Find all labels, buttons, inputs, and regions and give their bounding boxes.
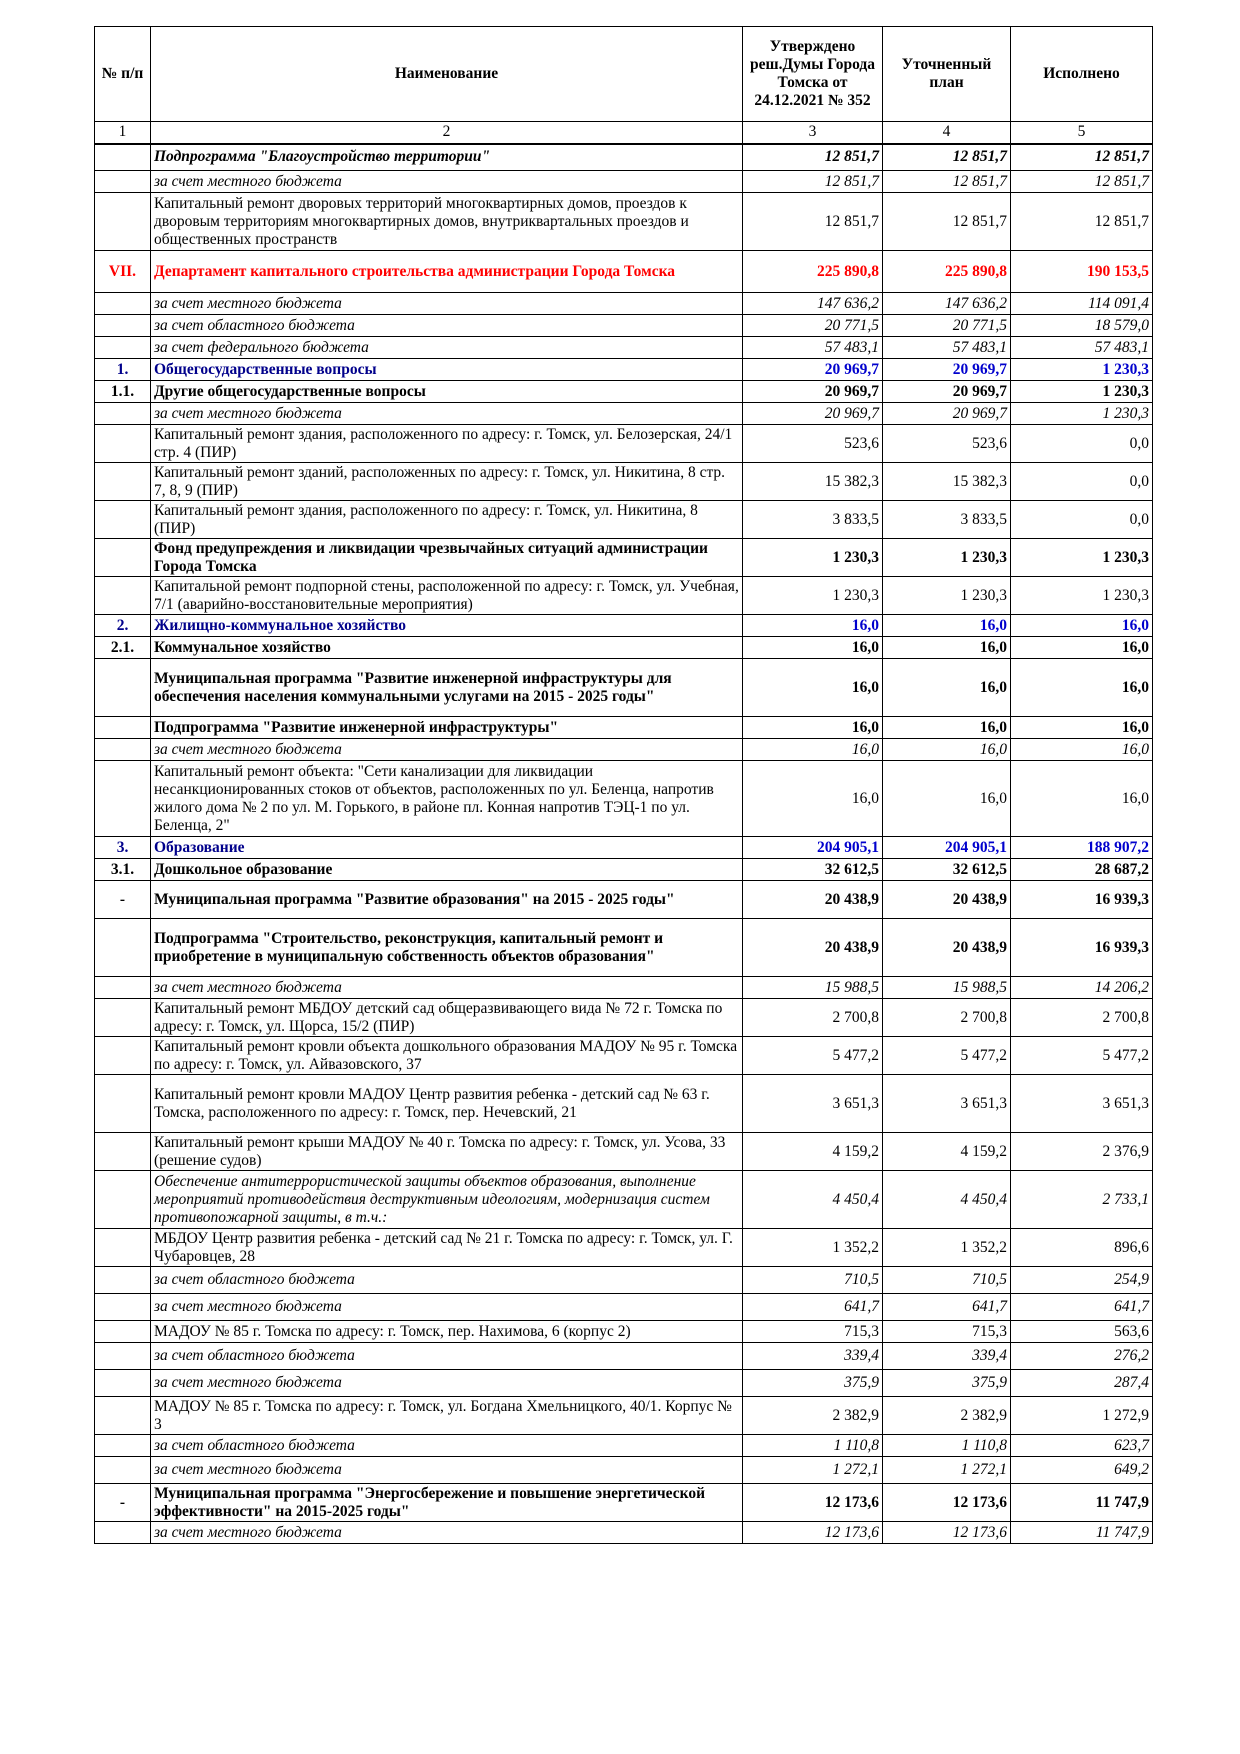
row-refined: 16,0 bbox=[883, 637, 1011, 659]
row-approved: 12 851,7 bbox=[743, 171, 883, 193]
table-row bbox=[95, 659, 1153, 717]
table-row bbox=[95, 171, 1153, 193]
row-refined: 16,0 bbox=[883, 717, 1011, 739]
row-approved: 16,0 bbox=[743, 637, 883, 659]
row-done: 1 272,9 bbox=[1011, 1397, 1153, 1435]
row-done: 1 230,3 bbox=[1011, 577, 1153, 615]
row-approved: 4 450,4 bbox=[743, 1171, 883, 1229]
row-number bbox=[95, 193, 151, 251]
row-refined: 1 230,3 bbox=[883, 539, 1011, 577]
column-number: 2 bbox=[151, 122, 743, 144]
row-number: 2. bbox=[95, 615, 151, 637]
row-name: за счет местного бюджета bbox=[151, 977, 743, 999]
row-done: 276,2 bbox=[1011, 1343, 1153, 1370]
row-done: 57 483,1 bbox=[1011, 337, 1153, 359]
row-done: 641,7 bbox=[1011, 1294, 1153, 1321]
row-refined: 12 851,7 bbox=[883, 193, 1011, 251]
row-approved: 5 477,2 bbox=[743, 1037, 883, 1075]
row-refined: 641,7 bbox=[883, 1294, 1011, 1321]
row-approved: 1 230,3 bbox=[743, 577, 883, 615]
row-name: Подпрограмма "Развитие инженерной инфраструктуры" bbox=[151, 717, 743, 739]
row-refined: 12 851,7 bbox=[883, 171, 1011, 193]
row-name: за счет местного бюджета bbox=[151, 403, 743, 425]
row-number: - bbox=[95, 881, 151, 919]
row-done: 254,9 bbox=[1011, 1267, 1153, 1294]
row-name: Дошкольное образование bbox=[151, 859, 743, 881]
row-refined: 20 771,5 bbox=[883, 315, 1011, 337]
row-done: 11 747,9 bbox=[1011, 1522, 1153, 1544]
row-approved: 339,4 bbox=[743, 1343, 883, 1370]
row-approved: 57 483,1 bbox=[743, 337, 883, 359]
row-number bbox=[95, 293, 151, 315]
row-name: за счет местного бюджета bbox=[151, 171, 743, 193]
row-number bbox=[95, 1229, 151, 1267]
row-number bbox=[95, 1037, 151, 1075]
row-number bbox=[95, 1435, 151, 1457]
row-approved: 3 651,3 bbox=[743, 1075, 883, 1133]
row-done: 18 579,0 bbox=[1011, 315, 1153, 337]
table-row bbox=[95, 837, 1153, 859]
row-done: 16,0 bbox=[1011, 615, 1153, 637]
row-name: Капитальный ремонт здания, расположенного по адресу: г. Томск, ул. Белозерская, 24/1 стр. 4 (ПИР) bbox=[151, 425, 743, 463]
row-done: 2 733,1 bbox=[1011, 1171, 1153, 1229]
table-row bbox=[95, 1075, 1153, 1133]
table-row bbox=[95, 1370, 1153, 1397]
table-row bbox=[95, 761, 1153, 837]
table-row bbox=[95, 251, 1153, 293]
row-name: Подпрограмма "Благоустройство территории" bbox=[151, 144, 743, 171]
row-approved: 2 382,9 bbox=[743, 1397, 883, 1435]
table-row bbox=[95, 501, 1153, 539]
table-row bbox=[95, 881, 1153, 919]
row-number bbox=[95, 1457, 151, 1484]
table-row bbox=[95, 1522, 1153, 1544]
row-name: Капитальный ремонт МБДОУ детский сад общеразвивающего вида № 72 г. Томска по адресу: г. Томск, ул. Щорса, 15/2 (ПИР) bbox=[151, 999, 743, 1037]
row-approved: 375,9 bbox=[743, 1370, 883, 1397]
row-refined: 4 450,4 bbox=[883, 1171, 1011, 1229]
table-row bbox=[95, 1457, 1153, 1484]
row-name: за счет областного бюджета bbox=[151, 1267, 743, 1294]
row-name: за счет областного бюджета bbox=[151, 1343, 743, 1370]
row-approved: 523,6 bbox=[743, 425, 883, 463]
row-done: 0,0 bbox=[1011, 425, 1153, 463]
row-approved: 225 890,8 bbox=[743, 251, 883, 293]
row-approved: 16,0 bbox=[743, 717, 883, 739]
row-approved: 32 612,5 bbox=[743, 859, 883, 881]
row-name: МБДОУ Центр развития ребенка - детский сад № 21 г. Томска по адресу: г. Томск, ул. Г. Чубаровцев, 28 bbox=[151, 1229, 743, 1267]
row-refined: 16,0 bbox=[883, 615, 1011, 637]
row-done: 2 376,9 bbox=[1011, 1133, 1153, 1171]
row-refined: 20 969,7 bbox=[883, 403, 1011, 425]
row-number bbox=[95, 1522, 151, 1544]
row-done: 623,7 bbox=[1011, 1435, 1153, 1457]
table-row bbox=[95, 615, 1153, 637]
row-name: за счет местного бюджета bbox=[151, 1522, 743, 1544]
row-name: Департамент капитального строительства администрации Города Томска bbox=[151, 251, 743, 293]
row-refined: 339,4 bbox=[883, 1343, 1011, 1370]
row-number: 1. bbox=[95, 359, 151, 381]
row-number bbox=[95, 999, 151, 1037]
row-number: - bbox=[95, 1484, 151, 1522]
row-done: 16,0 bbox=[1011, 659, 1153, 717]
row-approved: 1 110,8 bbox=[743, 1435, 883, 1457]
header-refined: Уточненный план bbox=[883, 27, 1011, 122]
row-name: Общегосударственные вопросы bbox=[151, 359, 743, 381]
row-done: 1 230,3 bbox=[1011, 539, 1153, 577]
row-name: за счет местного бюджета bbox=[151, 1370, 743, 1397]
row-number bbox=[95, 1075, 151, 1133]
row-number bbox=[95, 1397, 151, 1435]
row-number bbox=[95, 1321, 151, 1343]
row-done: 12 851,7 bbox=[1011, 144, 1153, 171]
table-row bbox=[95, 1267, 1153, 1294]
table-row bbox=[95, 315, 1153, 337]
row-name: за счет местного бюджета bbox=[151, 293, 743, 315]
row-done: 11 747,9 bbox=[1011, 1484, 1153, 1522]
row-approved: 16,0 bbox=[743, 659, 883, 717]
row-done: 12 851,7 bbox=[1011, 171, 1153, 193]
row-done: 16,0 bbox=[1011, 717, 1153, 739]
row-refined: 2 382,9 bbox=[883, 1397, 1011, 1435]
row-number: 3.1. bbox=[95, 859, 151, 881]
row-approved: 1 272,1 bbox=[743, 1457, 883, 1484]
table-row bbox=[95, 577, 1153, 615]
row-refined: 15 988,5 bbox=[883, 977, 1011, 999]
row-name: Муниципальная программа "Развитие инженерной инфраструктуры для обеспечения населения коммунальными услугами на 2015 - 2025 годы" bbox=[151, 659, 743, 717]
table-row bbox=[95, 1037, 1153, 1075]
row-refined: 20 969,7 bbox=[883, 381, 1011, 403]
row-number bbox=[95, 717, 151, 739]
row-name: Капитальной ремонт подпорной стены, расположенной по адресу: г. Томск, ул. Учебная, 7/1 (аварийно-восстановительные мероприятия) bbox=[151, 577, 743, 615]
row-refined: 20 969,7 bbox=[883, 359, 1011, 381]
row-approved: 12 173,6 bbox=[743, 1522, 883, 1544]
row-refined: 16,0 bbox=[883, 761, 1011, 837]
row-name: МАДОУ № 85 г. Томска по адресу: г. Томск, ул. Богдана Хмельницкого, 40/1. Корпус № 3 bbox=[151, 1397, 743, 1435]
table-row bbox=[95, 1321, 1153, 1343]
column-number: 5 bbox=[1011, 122, 1153, 144]
table-row bbox=[95, 1435, 1153, 1457]
row-refined: 1 110,8 bbox=[883, 1435, 1011, 1457]
row-name: Капитальный ремонт объекта: "Сети канализации для ликвидации несанкционированных стоков от объектов, расположенных по ул. Беленца, напротив жилого дома № 2 по ул. М. Горького, в районе пл. Конная напротив ТЭЦ-1 по ул. Беленца, 2" bbox=[151, 761, 743, 837]
row-number bbox=[95, 425, 151, 463]
row-done: 896,6 bbox=[1011, 1229, 1153, 1267]
row-number bbox=[95, 1294, 151, 1321]
table-row bbox=[95, 293, 1153, 315]
column-number: 4 bbox=[883, 122, 1011, 144]
row-number bbox=[95, 337, 151, 359]
table-row bbox=[95, 999, 1153, 1037]
row-number bbox=[95, 403, 151, 425]
row-approved: 147 636,2 bbox=[743, 293, 883, 315]
row-name: МАДОУ № 85 г. Томска по адресу: г. Томск, пер. Нахимова, 6 (корпус 2) bbox=[151, 1321, 743, 1343]
row-approved: 16,0 bbox=[743, 615, 883, 637]
table-row bbox=[95, 977, 1153, 999]
row-name: Фонд предупреждения и ликвидации чрезвычайных ситуаций администрации Города Томска bbox=[151, 539, 743, 577]
row-number: 3. bbox=[95, 837, 151, 859]
row-refined: 57 483,1 bbox=[883, 337, 1011, 359]
row-done: 12 851,7 bbox=[1011, 193, 1153, 251]
row-number bbox=[95, 659, 151, 717]
row-number bbox=[95, 577, 151, 615]
row-number bbox=[95, 144, 151, 171]
row-name: Коммунальное хозяйство bbox=[151, 637, 743, 659]
row-refined: 32 612,5 bbox=[883, 859, 1011, 881]
row-name: Капитальный ремонт крыши МАДОУ № 40 г. Томска по адресу: г. Томск, ул. Усова, 33 (решение судов) bbox=[151, 1133, 743, 1171]
row-number: 2.1. bbox=[95, 637, 151, 659]
table-row bbox=[95, 1229, 1153, 1267]
row-name: Обеспечение антитеррористической защиты объектов образования, выполнение мероприятий противодействия деструктивным идеологиям, модернизация систем противопожарной защиты, в т.ч.: bbox=[151, 1171, 743, 1229]
row-refined: 12 173,6 bbox=[883, 1522, 1011, 1544]
row-approved: 20 969,7 bbox=[743, 381, 883, 403]
table-row bbox=[95, 337, 1153, 359]
row-done: 287,4 bbox=[1011, 1370, 1153, 1397]
table-row bbox=[95, 1171, 1153, 1229]
row-refined: 12 851,7 bbox=[883, 144, 1011, 171]
row-refined: 147 636,2 bbox=[883, 293, 1011, 315]
row-refined: 1 272,1 bbox=[883, 1457, 1011, 1484]
row-approved: 20 771,5 bbox=[743, 315, 883, 337]
row-done: 16,0 bbox=[1011, 637, 1153, 659]
table-row bbox=[95, 859, 1153, 881]
table-row bbox=[95, 1343, 1153, 1370]
row-approved: 12 851,7 bbox=[743, 193, 883, 251]
row-refined: 1 230,3 bbox=[883, 577, 1011, 615]
row-number bbox=[95, 919, 151, 977]
row-refined: 3 833,5 bbox=[883, 501, 1011, 539]
row-done: 16,0 bbox=[1011, 739, 1153, 761]
row-name: Муниципальная программа "Энергосбережение и повышение энергетической эффективности" на 2015-2025 годы" bbox=[151, 1484, 743, 1522]
row-approved: 16,0 bbox=[743, 739, 883, 761]
row-refined: 3 651,3 bbox=[883, 1075, 1011, 1133]
row-name: Капитальный ремонт дворовых территорий многоквартирных домов, проездов к дворовым территориям многоквартирных домов, внутриквартальных проездов и общественных пространств bbox=[151, 193, 743, 251]
table-row bbox=[95, 1133, 1153, 1171]
row-name: за счет федерального бюджета bbox=[151, 337, 743, 359]
row-refined: 523,6 bbox=[883, 425, 1011, 463]
row-number bbox=[95, 1133, 151, 1171]
row-approved: 4 159,2 bbox=[743, 1133, 883, 1171]
row-approved: 15 988,5 bbox=[743, 977, 883, 999]
row-name: Подпрограмма "Строительство, реконструкция, капитальный ремонт и приобретение в муниципальную собственность объектов образования" bbox=[151, 919, 743, 977]
row-approved: 20 969,7 bbox=[743, 403, 883, 425]
table-row bbox=[95, 1397, 1153, 1435]
row-refined: 204 905,1 bbox=[883, 837, 1011, 859]
row-done: 5 477,2 bbox=[1011, 1037, 1153, 1075]
row-done: 1 230,3 bbox=[1011, 381, 1153, 403]
row-approved: 20 438,9 bbox=[743, 919, 883, 977]
row-number bbox=[95, 1171, 151, 1229]
table-row bbox=[95, 144, 1153, 171]
row-approved: 641,7 bbox=[743, 1294, 883, 1321]
row-refined: 16,0 bbox=[883, 659, 1011, 717]
header-name: Наименование bbox=[151, 27, 743, 122]
row-number bbox=[95, 761, 151, 837]
row-name: Капитальный ремонт здания, расположенного по адресу: г. Томск, ул. Никитина, 8 (ПИР) bbox=[151, 501, 743, 539]
table-row bbox=[95, 193, 1153, 251]
table-row bbox=[95, 463, 1153, 501]
row-name: Капитальный ремонт кровли МАДОУ Центр развития ребенка - детский сад № 63 г. Томска, расположенного по адресу: г. Томск, пер. Нечевский, 21 bbox=[151, 1075, 743, 1133]
table-row bbox=[95, 919, 1153, 977]
row-done: 0,0 bbox=[1011, 501, 1153, 539]
column-number: 1 bbox=[95, 122, 151, 144]
row-approved: 12 851,7 bbox=[743, 144, 883, 171]
table-row bbox=[95, 539, 1153, 577]
row-approved: 20 438,9 bbox=[743, 881, 883, 919]
table-row bbox=[95, 403, 1153, 425]
row-approved: 20 969,7 bbox=[743, 359, 883, 381]
row-name: за счет местного бюджета bbox=[151, 739, 743, 761]
row-approved: 710,5 bbox=[743, 1267, 883, 1294]
table-row bbox=[95, 359, 1153, 381]
row-name: Муниципальная программа "Развитие образования" на 2015 - 2025 годы" bbox=[151, 881, 743, 919]
table-row bbox=[95, 1294, 1153, 1321]
row-name: за счет местного бюджета bbox=[151, 1457, 743, 1484]
row-done: 1 230,3 bbox=[1011, 359, 1153, 381]
header-no: № п/п bbox=[95, 27, 151, 122]
row-number bbox=[95, 463, 151, 501]
table-row bbox=[95, 1484, 1153, 1522]
row-done: 16 939,3 bbox=[1011, 919, 1153, 977]
row-name: Жилищно-коммунальное хозяйство bbox=[151, 615, 743, 637]
budget-table bbox=[94, 26, 1153, 1544]
table-row bbox=[95, 425, 1153, 463]
row-name: Капитальный ремонт зданий, расположенных по адресу: г. Томск, ул. Никитина, 8 стр. 7, 8, 9 (ПИР) bbox=[151, 463, 743, 501]
row-refined: 20 438,9 bbox=[883, 881, 1011, 919]
row-approved: 15 382,3 bbox=[743, 463, 883, 501]
table-row bbox=[95, 717, 1153, 739]
row-name: Другие общегосударственные вопросы bbox=[151, 381, 743, 403]
row-refined: 225 890,8 bbox=[883, 251, 1011, 293]
row-refined: 5 477,2 bbox=[883, 1037, 1011, 1075]
row-refined: 16,0 bbox=[883, 739, 1011, 761]
table-row bbox=[95, 637, 1153, 659]
row-done: 649,2 bbox=[1011, 1457, 1153, 1484]
header-approved: Утверждено реш.Думы Города Томска от 24.12.2021 № 352 bbox=[743, 27, 883, 122]
row-number bbox=[95, 315, 151, 337]
row-name: за счет областного бюджета bbox=[151, 315, 743, 337]
row-done: 563,6 bbox=[1011, 1321, 1153, 1343]
header-done: Исполнено bbox=[1011, 27, 1153, 122]
row-number bbox=[95, 1343, 151, 1370]
row-approved: 3 833,5 bbox=[743, 501, 883, 539]
row-number bbox=[95, 501, 151, 539]
table-row bbox=[95, 381, 1153, 403]
row-refined: 375,9 bbox=[883, 1370, 1011, 1397]
row-number bbox=[95, 977, 151, 999]
row-done: 14 206,2 bbox=[1011, 977, 1153, 999]
row-done: 16,0 bbox=[1011, 761, 1153, 837]
row-name: Образование bbox=[151, 837, 743, 859]
row-refined: 4 159,2 bbox=[883, 1133, 1011, 1171]
row-name: за счет местного бюджета bbox=[151, 1294, 743, 1321]
row-approved: 16,0 bbox=[743, 761, 883, 837]
column-number: 3 bbox=[743, 122, 883, 144]
row-done: 3 651,3 bbox=[1011, 1075, 1153, 1133]
row-number: 1.1. bbox=[95, 381, 151, 403]
row-number: VII. bbox=[95, 251, 151, 293]
row-refined: 12 173,6 bbox=[883, 1484, 1011, 1522]
row-done: 188 907,2 bbox=[1011, 837, 1153, 859]
row-approved: 1 352,2 bbox=[743, 1229, 883, 1267]
row-refined: 710,5 bbox=[883, 1267, 1011, 1294]
row-approved: 715,3 bbox=[743, 1321, 883, 1343]
row-done: 16 939,3 bbox=[1011, 881, 1153, 919]
row-approved: 204 905,1 bbox=[743, 837, 883, 859]
table-row bbox=[95, 739, 1153, 761]
row-done: 114 091,4 bbox=[1011, 293, 1153, 315]
row-done: 28 687,2 bbox=[1011, 859, 1153, 881]
row-number bbox=[95, 539, 151, 577]
row-done: 2 700,8 bbox=[1011, 999, 1153, 1037]
row-done: 1 230,3 bbox=[1011, 403, 1153, 425]
row-refined: 15 382,3 bbox=[883, 463, 1011, 501]
row-refined: 715,3 bbox=[883, 1321, 1011, 1343]
row-approved: 2 700,8 bbox=[743, 999, 883, 1037]
row-name: Капитальный ремонт кровли объекта дошкольного образования МАДОУ № 95 г. Томска по адресу: г. Томск, ул. Айвазовского, 37 bbox=[151, 1037, 743, 1075]
row-approved: 1 230,3 bbox=[743, 539, 883, 577]
row-number bbox=[95, 171, 151, 193]
budget-document bbox=[94, 26, 1152, 1544]
row-refined: 20 438,9 bbox=[883, 919, 1011, 977]
row-name: за счет областного бюджета bbox=[151, 1435, 743, 1457]
row-refined: 2 700,8 bbox=[883, 999, 1011, 1037]
row-approved: 12 173,6 bbox=[743, 1484, 883, 1522]
row-done: 0,0 bbox=[1011, 463, 1153, 501]
row-number bbox=[95, 739, 151, 761]
row-number bbox=[95, 1267, 151, 1294]
row-refined: 1 352,2 bbox=[883, 1229, 1011, 1267]
row-number bbox=[95, 1370, 151, 1397]
row-done: 190 153,5 bbox=[1011, 251, 1153, 293]
